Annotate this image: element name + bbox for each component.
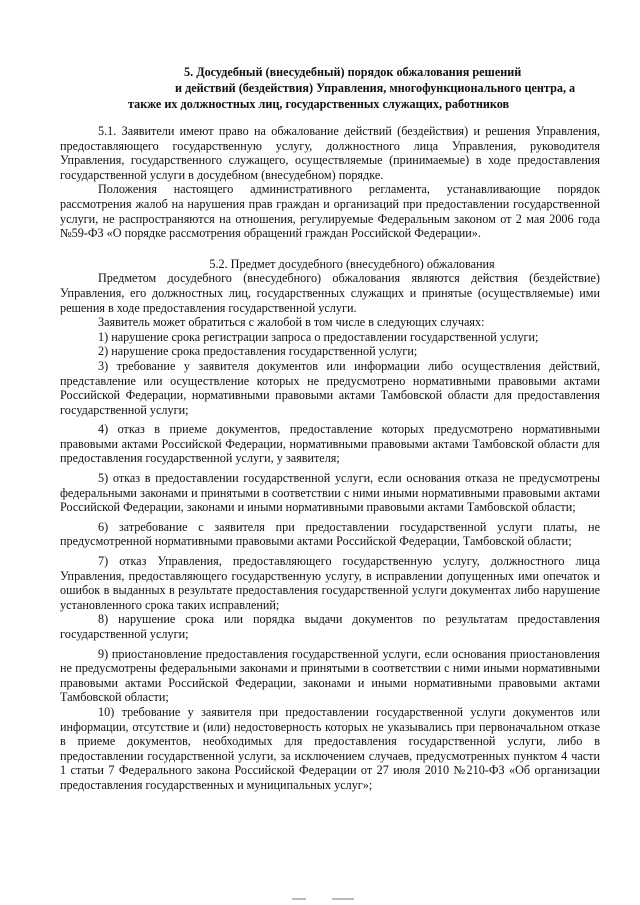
- heading-line-1: 5. Досудебный (внесудебный) порядок обжалования решений: [184, 65, 522, 79]
- heading-line-2: и действий (бездействия) Управления, многофункционального центра, а: [175, 81, 576, 95]
- list-item: 4) отказ в приеме документов, предоставление которых предусмотрено нормативными правовыми актами Российской Федерации, нормативными правовыми актами Тамбовской области для предоставления государственной услуги, у заявителя;: [60, 422, 600, 466]
- list-item: 2) нарушение срока предоставления государственной услуги;: [98, 344, 418, 359]
- list-item: 9) приостановление предоставления государственной услуги, если основания приостановления не предусмотрены федеральными законами и принятыми в соответствии с ними иными нормативными правовыми актами Российской Федерации, законами и иными нормативными правовыми актами Тамбовской области;: [60, 646, 600, 705]
- paragraph-provisions: Положения настоящего административного регламента, устанавливающие порядок рассмотрения жалоб на нарушения прав граждан и организаций при предоставлении государственной услуги, не распространяются на отношения, регулируемые Федеральным законом от 2 мая 2006 года №59-ФЗ «О порядке рассмотрения обращений граждан Российской Федерации».: [60, 182, 600, 241]
- subsection-title-5-2: 5.2. Предмет досудебного (внесудебного) обжалования: [209, 256, 495, 271]
- document-body: [60, 124, 600, 793]
- paragraph-subject: Предметом досудебного (внесудебного) обжалования являются действия (бездействие) Управления, его должностных лиц, государственных служащих и принятые (осуществляемые) ими решения в ходе предоставления государственной услуги.: [60, 271, 600, 315]
- list-item: 7) отказ Управления, предоставляющего государственную услугу, должностного лица Управления, предоставляющего государственную услугу, в исправлении допущенных ими опечаток и ошибок в выданных в результате предоставления государственной услуги документах либо нарушение установленного срока таких исправлений;: [60, 554, 600, 612]
- list-item: 5) отказ в предоставлении государственной услуги, если основания отказа не предусмотрены федеральными законами и принятыми в соответствии с ними иными нормативными правовыми актами Российской Федерации, законами и иными нормативными правовыми актами Тамбовской области;: [60, 471, 600, 515]
- page-edge-marks: [292, 898, 372, 901]
- list-item: 1) нарушение срока регистрации запроса о предоставлении государственной услуги;: [98, 329, 539, 344]
- paragraph-may-appeal: Заявитель может обратиться с жалобой в том числе в следующих случаях:: [98, 315, 485, 330]
- list-item: 3) требование у заявителя документов или информации либо осуществления действий, представление или осуществление которых не предусмотрено нормативными правовыми актами Российской Федерации, нормативными правовыми актами Тамбовской области для предоставления государственной услуги;: [60, 358, 600, 417]
- list-item: 10) требование у заявителя при предоставлении государственной услуги документов или информации, отсутствие и (или) недостоверность которых не указывались при первоначальном отказе в приеме документов, необходимых для предоставления государственной услуги, либо в предоставлении государственной услуги, за исключением случаев, предусмотренных пунктом 4 части 1 статьи 7 Федерального закона Российской Федерации от 27 июля 2010 №210-ФЗ «Об организации предоставления государственных и муниципальных услуг»;: [60, 704, 600, 792]
- list-item: 6) затребование с заявителя при предоставлении государственной услуги платы, не предусмотренной нормативными правовыми актами Российской Федерации, Тамбовской области;: [60, 519, 600, 549]
- heading-line-3: также их должностных лиц, государственных служащих, работников: [128, 97, 510, 111]
- list-item: 8) нарушение срока или порядка выдачи документов по результатам предоставления государственной услуги;: [60, 612, 600, 641]
- paragraph-5-1: 5.1. Заявители имеют право на обжалование действий (бездействия) и решения Управления, предоставляющего государственную услугу, должностного лица Управления, руководителя Управления, государственного служащего, осуществляемые (принимаемые) в ходе предоставления государственной услуги в досудебном (внесудебном) порядке.: [60, 124, 600, 182]
